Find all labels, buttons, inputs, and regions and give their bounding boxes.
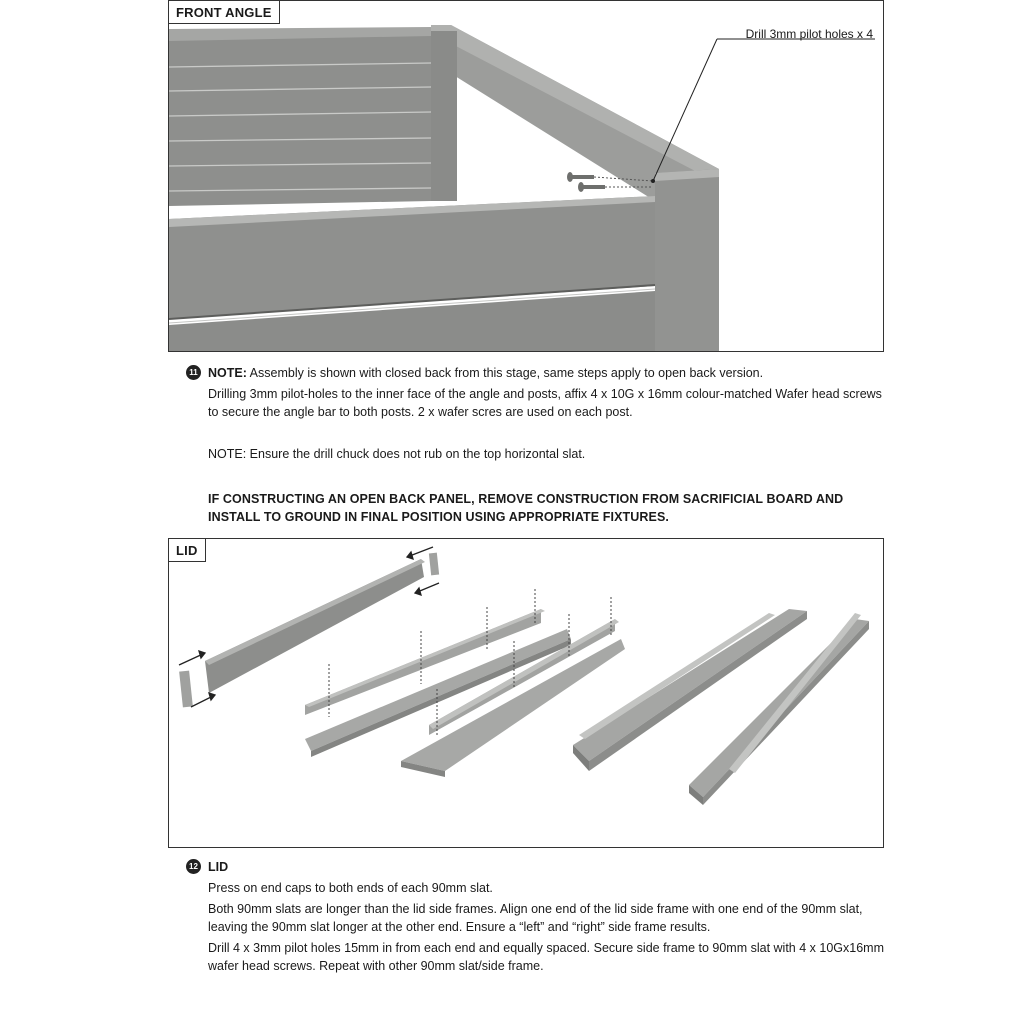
end-cap-left	[179, 671, 193, 708]
step-12-line-1: Press on end caps to both ends of each 90mm slat.	[208, 881, 493, 895]
end-cap-right	[429, 553, 439, 576]
lid-figure	[168, 538, 884, 848]
step-11-note-label: NOTE:	[208, 366, 247, 380]
lid-illustration	[169, 539, 883, 847]
step-12-line-2: Both 90mm slats are longer than the lid side frames. Align one end of the lid side frame with one end of the 90mm slat, leaving the 90mm slat longer at the other end. Ensure a “left” and “right” side frame results.	[208, 902, 863, 934]
drill-chuck-note: NOTE: Ensure the drill chuck does not rub on the top horizontal slat.	[208, 447, 586, 461]
lid-label: LID	[169, 539, 206, 562]
step-12-line-3: Drill 4 x 3mm pilot holes 15mm in from each end and equally spaced. Secure side frame to 90mm slat with 4 x 10Gx16mm wafer head screws. Repeat with other 90mm slat/side frame.	[208, 941, 884, 973]
step-11-number: 11	[186, 365, 201, 380]
step-11-note-text: Assembly is shown with closed back from this stage, same steps apply to open back version.	[246, 366, 764, 380]
front-angle-figure	[168, 0, 884, 352]
step-12-number: 12	[186, 859, 201, 874]
step-12-title: LID	[208, 860, 229, 874]
front-angle-illustration	[169, 1, 883, 351]
step-11	[186, 364, 886, 424]
pilot-holes-callout: Drill 3mm pilot holes x 4	[745, 27, 873, 41]
step-11-note	[208, 364, 886, 382]
open-back-warning: IF CONSTRUCTING AN OPEN BACK PANEL, REMOVE CONSTRUCTION FROM SACRIFICIAL BOARD AND INSTALL TO GROUND IN FINAL POSITION USING APPROPRIATE FIXTURES.	[208, 492, 844, 524]
step-12	[186, 858, 886, 978]
front-angle-label: FRONT ANGLE	[169, 1, 280, 24]
step-11-instructions: Drilling 3mm pilot-holes to the inner face of the angle and posts, affix 4 x 10G x 16mm colour-matched Wafer head screws to secure the angle bar to both posts. 2 x wafer scres are used on each post.	[208, 387, 882, 419]
